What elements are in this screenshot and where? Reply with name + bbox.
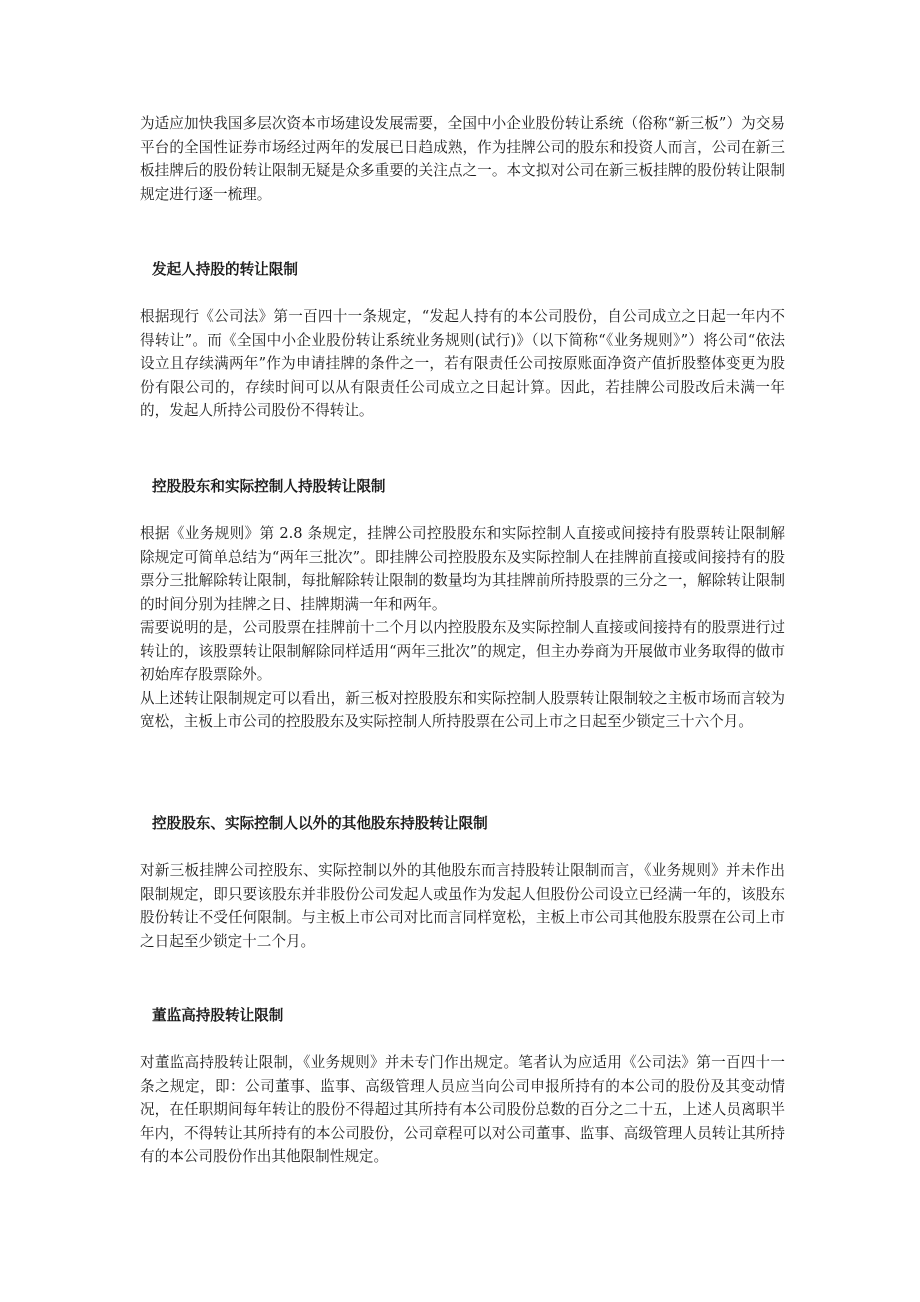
section-paragraph: 从上述转让限制规定可以看出，新三板对控股股东和实际控制人股票转让限制较之主板市场而言较为宽松，主板上市公司的控股股东及实际控制人所持股票在公司上市之日起至少锁定三十六个月。 xyxy=(140,689,785,730)
intro-paragraph-block xyxy=(140,112,785,206)
section-heading-directors xyxy=(140,1004,785,1028)
section-heading-controlling xyxy=(140,475,785,499)
section-body-founders xyxy=(140,305,785,423)
intro-paragraph: 为适应加快我国多层次资本市场建设发展需要，全国中小企业股份转让系统（俗称“新三板”）为交易平台的全国性证券市场经过两年的发展已日趋成熟，作为挂牌公司的股东和投资人而言，公司在新三板挂牌后的股份转让限制无疑是众多重要的关注点之一。本文拟对公司在新三板挂牌的股份转让限制规定进行逐一梳理。 xyxy=(140,115,785,203)
section-heading-founders xyxy=(140,258,785,282)
section-paragraph: 根据现行《公司法》第一百四十一条规定，“发起人持有的本公司股份，自公司成立之日起一年内不得转让”。而《全国中小企业股份转让系统业务规则(试行)》（以下简称“《业务规则》”）将公司“依法设立且存续满两年”作为申请挂牌的条件之一，若有限责任公司按原账面净资产值折股整体变更为股份有限公司的，存续时间可以从有限责任公司成立之日起计算。因此，若挂牌公司股改后未满一年的，发起人所持公司股份不得转让。 xyxy=(140,308,785,419)
section-body-controlling xyxy=(140,522,785,734)
section-heading: 控股股东和实际控制人持股转让限制 xyxy=(152,478,386,495)
section-body-directors xyxy=(140,1051,785,1169)
section-body-other-shareholders xyxy=(140,859,785,953)
section-paragraph: 对董监高持股转让限制，《业务规则》并未专门作出规定。笔者认为应适用《公司法》第一百四十一条之规定，即：公司董事、监事、高级管理人员应当向公司申报所持有的本公司的股份及其变动情况，在任职期间每年转让的股份不得超过其所持有本公司股份总数的百分之二十五，上述人员离职半年内，不得转让其所持有的本公司股份，公司章程可以对公司董事、监事、高级管理人员转让其所持有的本公司股份作出其他限制性规定。 xyxy=(140,1054,785,1165)
section-heading: 控股股东、实际控制人以外的其他股东持股转让限制 xyxy=(152,815,488,832)
section-heading-other-shareholders xyxy=(140,812,785,836)
section-heading: 董监高持股转让限制 xyxy=(152,1007,284,1024)
section-paragraph: 根据《业务规则》第 2.8 条规定，挂牌公司控股股东和实际控制人直接或间接持有股票转让限制解除规定可简单总结为“两年三批次”。即挂牌公司控股股东及实际控制人在挂牌前直接或间接持有的股票分三批解除转让限制，每批解除转让限制的数量均为其挂牌前所持股票的三分之一，解除转让限制的时间分别为挂牌之日、挂牌期满一年和两年。 xyxy=(140,525,785,613)
section-paragraph: 需要说明的是，公司股票在挂牌前十二个月以内控股股东及实际控制人直接或间接持有的股票进行过转让的，该股票转让限制解除同样适用“两年三批次”的规定，但主办券商为开展做市业务取得的做市初始库存股票除外。 xyxy=(140,619,785,683)
section-heading: 发起人持股的转让限制 xyxy=(152,261,298,278)
section-paragraph: 对新三板挂牌公司控股东、实际控制以外的其他股东而言持股转让限制而言，《业务规则》并未作出限制规定，即只要该股东并非股份公司发起人或虽作为发起人但股份公司设立已经满一年的，该股东股份转让不受任何限制。与主板上市公司对比而言同样宽松，主板上市公司其他股东股票在公司上市之日起至少锁定十二个月。 xyxy=(140,862,785,950)
